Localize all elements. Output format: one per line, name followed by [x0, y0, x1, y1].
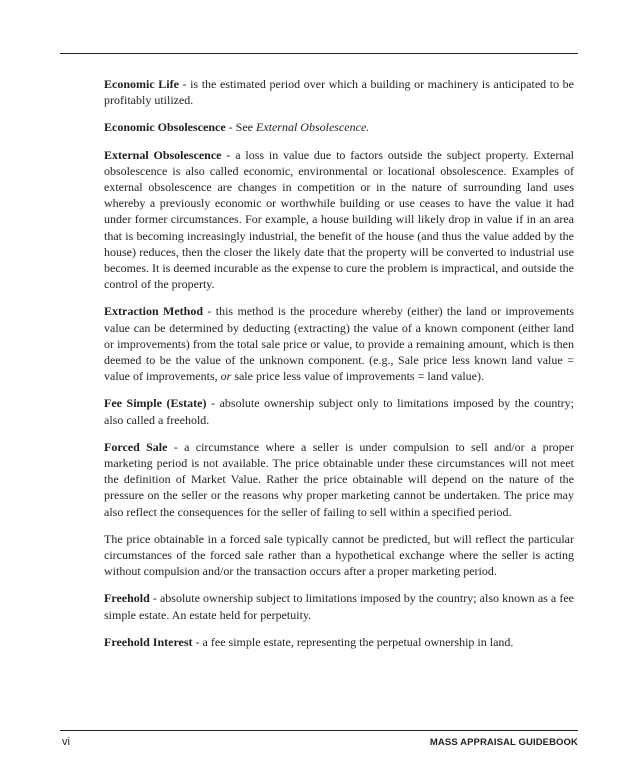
- glossary-entry: [104, 76, 574, 108]
- glossary-term: External Obsolescence: [104, 147, 222, 162]
- glossary-term: Freehold: [104, 591, 150, 606]
- glossary-entry: [104, 439, 574, 520]
- definition-text: - a circumstance where a seller is under compulsion to sell and/or a proper marketing period is not available. The price obtainable under these circumstances will not meet the definition of Market Value. Rather the price obtainable will depend on the nature of the pressure on the seller or the reasons why proper marketing cannot be undertaken. The price may also reflect the consequences for the seller of failing to sell within a specified period.: [104, 439, 574, 519]
- glossary-entry: [104, 303, 574, 384]
- glossary-term: Fee Simple (Estate): [104, 396, 207, 411]
- glossary-entry: [104, 395, 574, 427]
- glossary-term: Extraction Method: [104, 304, 204, 319]
- definition-text: - absolute ownership subject only to limitations imposed by the country; also called a freehold.: [104, 396, 574, 427]
- header-rule: [60, 53, 578, 54]
- glossary-term: Freehold Interest: [104, 634, 193, 649]
- definition-text: - absolute ownership subject to limitations imposed by the country; also known as a fee simple estate. An estate held for perpetuity.: [104, 591, 574, 622]
- footer-rule: [60, 730, 578, 731]
- page-number: vi: [62, 736, 70, 748]
- glossary-entry: [104, 634, 574, 650]
- glossary-term: Forced Sale: [104, 439, 168, 454]
- definition-text: - is the estimated period over which a building or machinery is anticipated to be profitably utilized.: [104, 77, 574, 108]
- definition-text: The price obtainable in a forced sale typically cannot be predicted, but will reflect the particular circumstances of the forced sale rather than a hypothetical exchange where the seller is acting without compulsion and/or the transaction occurs after a proper marketing period.: [104, 531, 574, 579]
- definition-text: sale price less value of improvements = land value).: [231, 369, 484, 384]
- definition-text: - this method is the procedure whereby (either) the land or improvements value can be determined by deducting (extracting) the value of a known component (either land or improvements) from the total sale price or value, to provide a remaining amount, which is then deemed to be the value of the unknown component. (e.g., Sale price less known land value = value of improvements,: [104, 304, 575, 384]
- definition-text: - a fee simple estate, representing the perpetual ownership in land.: [192, 634, 514, 649]
- glossary-entry: [104, 147, 574, 293]
- glossary-term: Economic Life: [104, 77, 179, 91]
- book-title: MASS APPRAISAL GUIDEBOOK: [429, 737, 578, 748]
- definition-emphasis: or: [220, 369, 232, 384]
- glossary-entry: [104, 119, 574, 135]
- definition-emphasis: External Obsolescence.: [255, 120, 370, 135]
- glossary-entry: [104, 590, 574, 622]
- definition-text: - a loss in value due to factors outside the subject property. External obsolescence is also called economic, environmental or locational obsolescence. Examples of external obsolescence are changes in competition or in the nature of surrounding land uses whereby a previously economic or worthwhile building or use ceases to have the value it had under former circumstances. For example, a house building will likely drop in value if in an area that is becoming increasingly industrial, the benefit of the house (and thus the value added by the house) reduces, then the closer the likely date that the property will be converted to industrial use becomes. It is deemed incurable as the expense to cure the problem is impractical, and outside the control of the property.: [104, 147, 574, 292]
- glossary-entry: [104, 531, 574, 580]
- glossary-body: [104, 76, 574, 661]
- glossary-term: Economic Obsolescence: [104, 120, 226, 135]
- definition-text: - See: [225, 120, 256, 135]
